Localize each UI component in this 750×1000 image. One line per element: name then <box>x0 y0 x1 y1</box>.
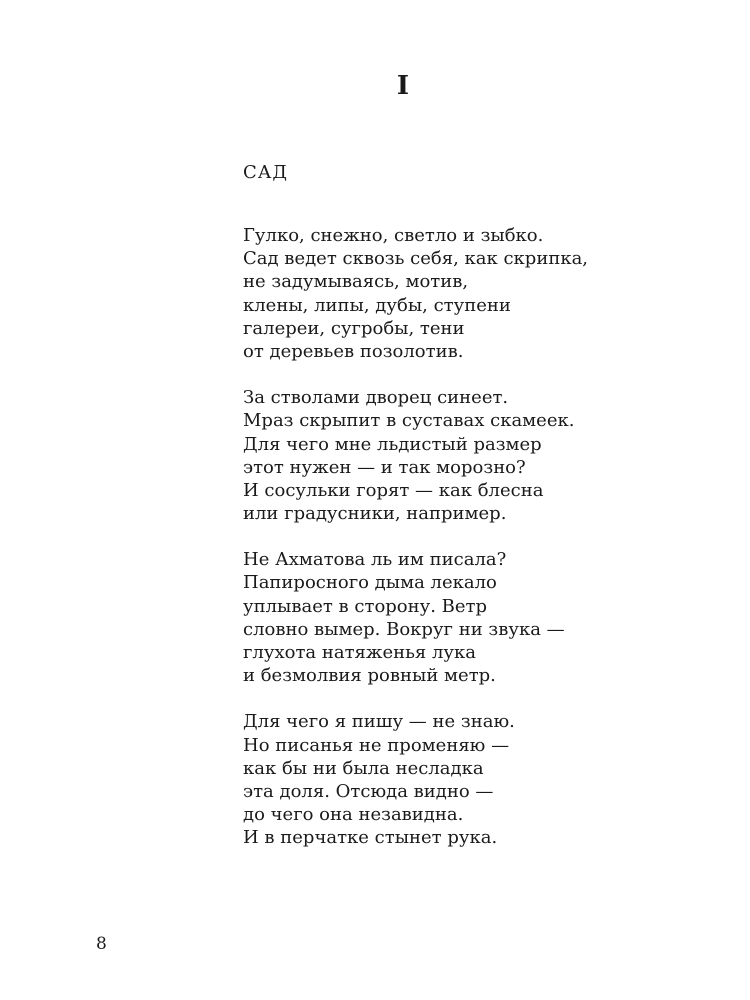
poem-line: Гулко, снежно, светло и зыбко. <box>243 225 544 246</box>
section-numeral: I <box>396 71 410 101</box>
poem-line: словно вымер. Вокруг ни звука — <box>243 618 565 640</box>
poem-line: и безмолвия ровный метр. <box>243 665 496 687</box>
poem-line: И в перчатке стынет рука. <box>243 827 498 849</box>
poem-line: не задумываясь, мотив, <box>243 271 469 293</box>
poem-line: до чего она незавидна. <box>243 804 464 826</box>
poem-line: Не Ахматова ль им писала? <box>243 549 507 571</box>
poem-line: уплывает в сторону. Ветр <box>243 595 488 617</box>
poem-line: или градусники, например. <box>243 503 507 525</box>
poem-line: Мраз скрыпит в суставах скамеек. <box>243 410 575 432</box>
poem-title: САД <box>243 162 289 183</box>
poem-line: эта доля. Отсюда видно — <box>243 780 494 802</box>
poem-line: Но писанья не променяю — <box>243 734 510 756</box>
poem-line: галереи, сугробы, тени <box>243 317 465 339</box>
poem-line: Для чего я пишу — не знаю. <box>243 711 515 733</box>
poem-line: За стволами дворец синеет. <box>243 387 509 409</box>
page-number: 8 <box>96 934 107 954</box>
poem-body <box>243 224 588 873</box>
poem-line: от деревьев позолотив. <box>243 340 464 362</box>
poem-line: Для чего мне льдистый размер <box>243 433 542 455</box>
poem-line: клены, липы, дубы, ступени <box>243 294 511 316</box>
poem-line: Папиросного дыма лекало <box>243 572 497 594</box>
poem-line: как бы ни была несладка <box>243 757 484 779</box>
stanza-1 <box>243 224 588 363</box>
stanza-4 <box>243 710 588 849</box>
poem-line: глухота натяженья лука <box>243 642 476 663</box>
poem-line: И сосульки горят — как блесна <box>243 479 544 501</box>
stanza-3 <box>243 548 588 687</box>
stanza-2 <box>243 386 588 525</box>
poem-line: Сад ведет сквозь себя, как скрипка, <box>243 248 589 270</box>
poem-line: этот нужен — и так морозно? <box>243 456 526 478</box>
